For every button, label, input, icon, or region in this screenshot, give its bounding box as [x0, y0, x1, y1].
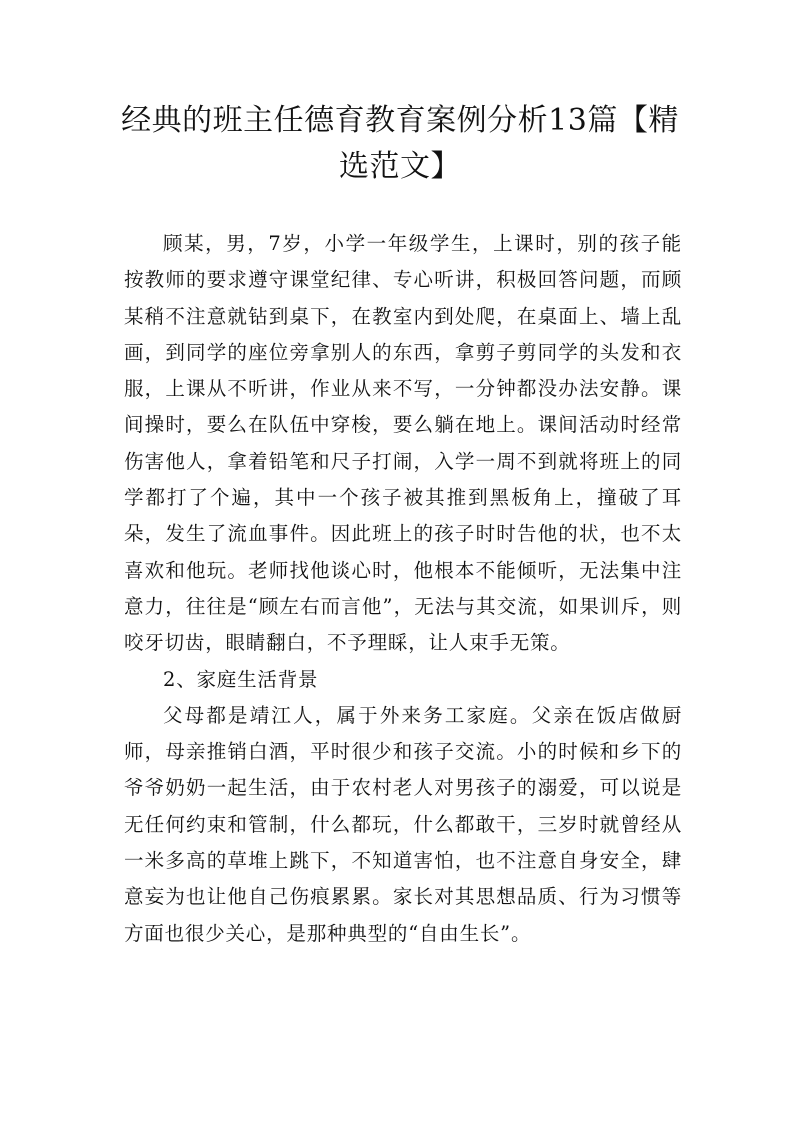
document-body — [124, 226, 682, 952]
case-description-paragraph: 顾某，男，7岁，小学一年级学生，上课时，别的孩子能按教师的要求遵守课堂纪律、专心听讲，积极回答问题，而顾某稍不注意就钻到桌下，在教室内到处爬，在桌面上、墙上乱画，到同学的座位旁拿别人的东西，拿剪子剪同学的头发和衣服，上课从不听讲，作业从来不写，一分钟都没办法安静。课间操时，要么在队伍中穿梭，要么躺在地上。课间活动时经常伤害他人，拿着铅笔和尺子打闹，入学一周不到就将班上的同学都打了个遍，其中一个孩子被其推到黑板角上，撞破了耳朵，发生了流血事件。因此班上的孩子时时告他的状，也不太喜欢和他玩。老师找他谈心时，他根本不能倾听，无法集中注意力，往往是“顾左右而言他”，无法与其交流，如果训斥，则咬牙切齿，眼睛翻白，不予理睬，让人束手无策。 — [124, 232, 682, 655]
document-title: 经典的班主任德育教育案例分析13篇【精选范文】 — [121, 103, 679, 184]
section-heading-family-background: 2、家庭生活背景 — [163, 667, 319, 691]
family-background-paragraph: 父母都是靖江人，属于外来务工家庭。父亲在饭店做厨师，母亲推销白酒，平时很少和孩子交流。小的时候和乡下的爷爷奶奶一起生活，由于农村老人对男孩子的溺爱，可以说是无任何约束和管制，什么都玩，什么都敢干，三岁时就曾经从一米多高的草堆上跳下，不知道害怕，也不注意自身安全，肆意妄为也让他自己伤痕累累。家长对其思想品质、行为习惯等方面也很少关心，是那种典型的“自由生长”。 — [124, 703, 682, 945]
